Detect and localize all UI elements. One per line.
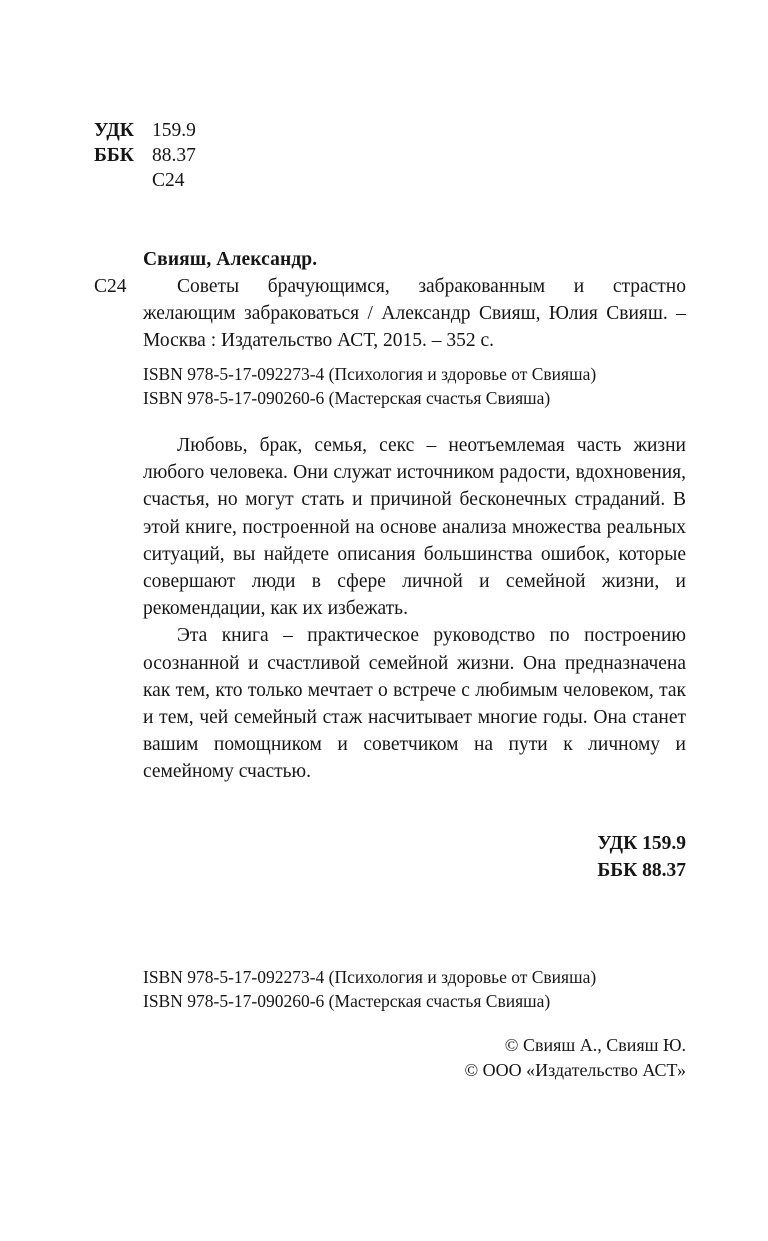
annotation-paragraph: Любовь, брак, семья, секс – неотъемлемая часть жизни любого человека. Они служат источником радости, вдохновения, счастья, но могут стать и причиной бесконечных страданий. В этой книге, построенной на основе анализа множества реальных ситуаций, вы найдете описания большинства ошибок, которые совершают люди в сфере личной и семейной жизни, и рекомендации, как их избежать. [143,435,686,620]
isbn-line: ISBN 978-5-17-092273-4 (Психология и здоровье от Свияша) [143,364,597,384]
udk-bottom-line: УДК 159.9 [597,833,686,854]
record-cipher: С24 [94,276,127,297]
copyright-line-publisher: © ООО «Издательство АСТ» [464,1059,686,1080]
bbk-row [94,143,196,168]
copyright-line-authors: © Свияш А., Свияш Ю. [504,1035,686,1055]
udk-value: 159.9 [152,120,196,141]
isbn-line: ISBN 978-5-17-092273-4 (Психология и здоровье от Свияша) [143,967,597,987]
isbn-block-top [143,363,596,410]
isbn-line: ISBN 978-5-17-090260-6 (Мастерская счастья Свияша) [143,387,551,408]
record-description: Советы брачующимся, забракованным и страстно желающим забраковаться / Александр Свияш, Юлия Свияш. – Москва : Издательство АСТ, 2015. – 352 с. [143,276,686,352]
bibliographic-record [94,246,686,355]
annotation-paragraph: Эта книга – практическое руководство по построению осознанной и счастливой семейной жизни. Она предназначена как тем, кто только мечтает о встрече с любимым человеком, так и тем, чей семейный стаж насчитывает многие годы. Она станет вашим помощником и советчиком на пути к личному и семейному счастью. [143,625,686,783]
bbk-value: 88.37 [152,145,196,166]
udk-row [94,118,196,143]
bbk-bottom-line: ББК 88.37 [597,859,686,881]
cipher-row [94,168,196,193]
isbn-line: ISBN 978-5-17-090260-6 (Мастерская счастья Свияша) [143,990,551,1011]
bbk-label: ББК [94,145,134,166]
udk-label: УДК [94,120,134,141]
cipher-value: С24 [152,170,185,191]
copyright-block [386,1033,686,1082]
classification-block-top [94,118,196,193]
annotation-text [143,432,686,786]
isbn-block-bottom [143,966,596,1013]
record-author-heading: Свияш, Александр. [143,249,318,270]
classification-block-bottom [386,831,686,884]
